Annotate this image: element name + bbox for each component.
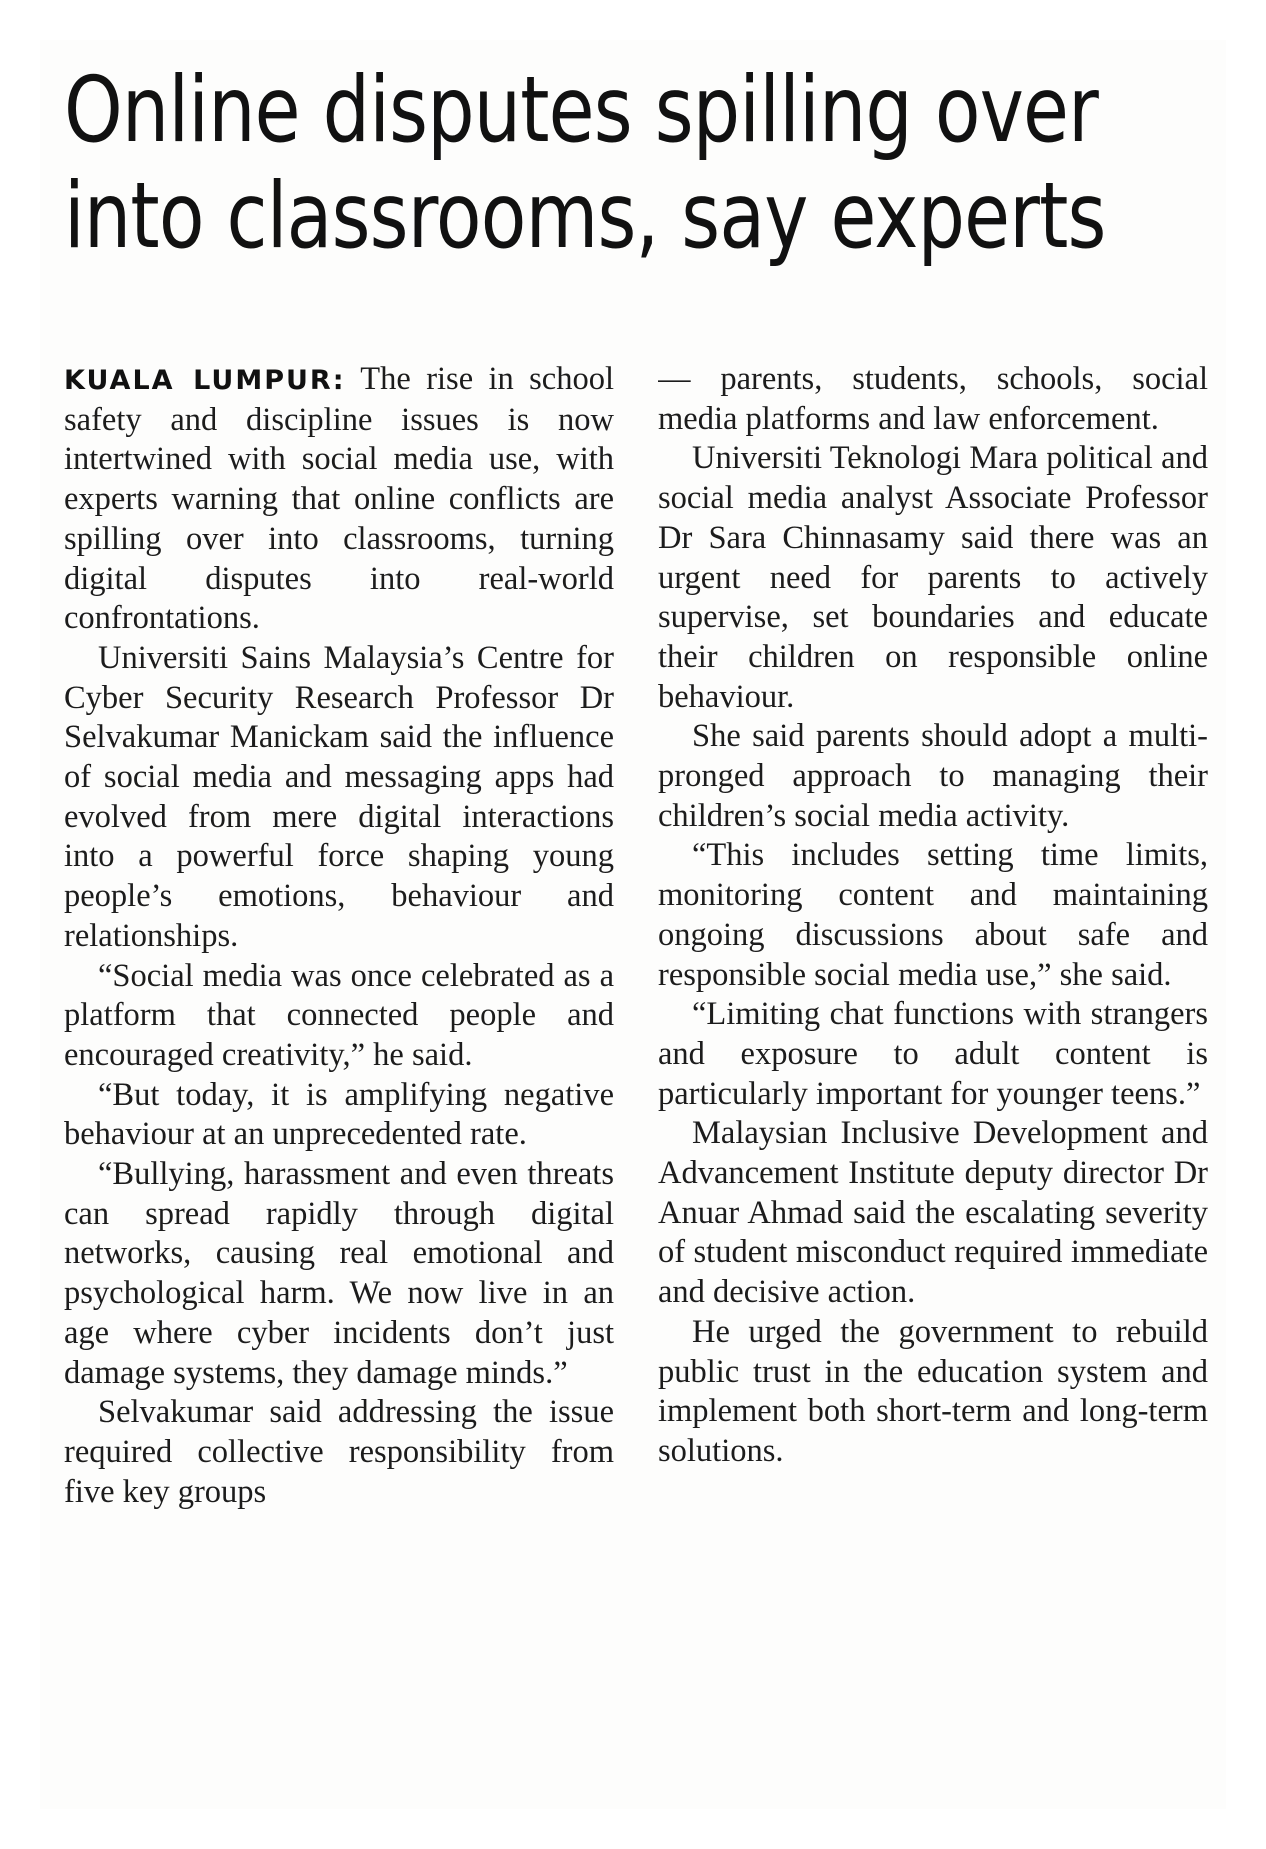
headline bbox=[64, 58, 1106, 270]
article-paragraph: “Bullying, harassment and even threats can spread rapidly through digital networks, causing real emotional and psychological harm. We now live in an age where cyber incidents don’t just damage systems, they damage minds.” bbox=[64, 1156, 614, 1391]
article-paragraph: Universiti Teknologi Mara political and social media analyst Associate Professor Dr Sara Chinnasamy said there was an urgent need for parents to actively supervise, set boundaries and educate their children on responsible online behaviour. bbox=[658, 440, 1208, 715]
article-paragraph: “This includes setting time limits, monitoring content and maintaining ongoing discussions about safe and responsible social media use,” she said. bbox=[658, 837, 1208, 993]
article-paragraph: She said parents should adopt a multi-pronged approach to managing their children’s social media activity. bbox=[658, 718, 1208, 834]
article-paragraph: “But today, it is amplifying negative behaviour at an unprecedented rate. bbox=[64, 1076, 614, 1153]
article-paragraph: Malaysian Inclusive Development and Advancement Institute deputy director Dr Anuar Ahmad said the escalating severity of student misconduct required immediate and decisive action. bbox=[658, 1115, 1208, 1311]
headline-line-1: Online disputes spilling over bbox=[64, 58, 1098, 163]
article-paragraph: He urged the government to rebuild public trust in the education system and implement both short-term and long-term solutions. bbox=[658, 1313, 1208, 1469]
article-paragraph bbox=[64, 360, 614, 639]
article-paragraph: Universiti Sains Malaysia’s Centre for Cyber Security Research Professor Dr Selvakumar Manickam said the influence of social media and messaging apps had evolved from mere digital interactions into a powerful force shaping young people’s emotions, behaviour and relationships. bbox=[64, 639, 614, 954]
dateline: KUALA LUMPUR: bbox=[64, 365, 346, 396]
article-paragraph: “Limiting chat functions with strangers and exposure to adult content is particularly important for younger teens.” bbox=[658, 996, 1208, 1112]
article-paragraph: — parents, students, schools, social media platforms and law enforcement. bbox=[658, 361, 1208, 437]
article-paragraph: “Social media was once celebrated as a platform that connected people and encouraged creativity,” he said. bbox=[64, 957, 614, 1073]
article-column-left bbox=[64, 360, 614, 1770]
lead-text: The rise in school safety and discipline issues is now intertwined with social media use, with experts warning that online conflicts are spilling over into classrooms, turning digital disputes into real-world confrontations. bbox=[64, 361, 614, 637]
article-column-right bbox=[658, 360, 1208, 1770]
article-paragraph: Selvakumar said addressing the issue required collective responsibility from five key groups bbox=[64, 1394, 614, 1510]
headline-line-2: into classrooms, say experts bbox=[64, 164, 1106, 269]
